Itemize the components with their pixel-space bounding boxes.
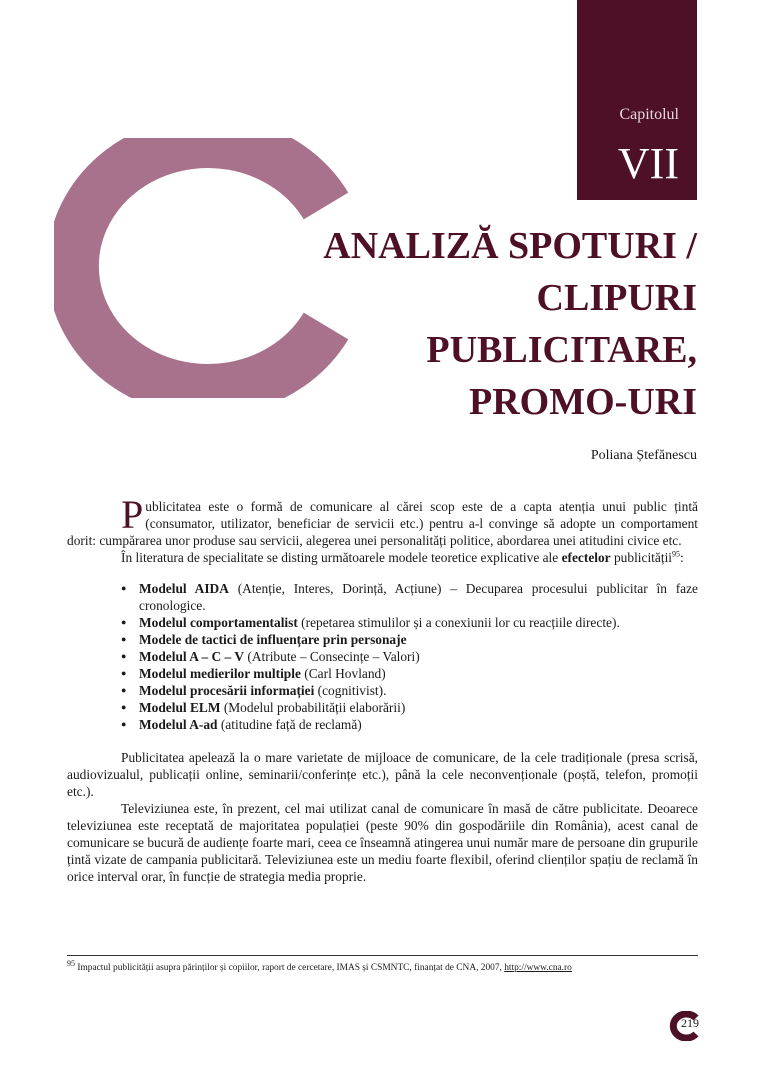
list-item — [139, 631, 698, 648]
list-item — [139, 699, 698, 716]
tv-paragraph: Televiziunea este, în prezent, cel mai utilizat canal de comunicare în masă de către publicitate. Deoarece televiziunea este receptată de majoritatea populației (peste 90% din gospodăriile din România), acest canal de comunicare se bucură de audiențe foarte mari, ceea ce înseamnă atingerea unui număr mare de persoane din grupurile țintă vizate de campania publicitară. Televiziunea este un mediu foarte flexibil, oferind clienților spațiu de reclamă în orice interval orar, în funcție de strategia media proprie. — [67, 801, 698, 884]
model-desc: (cognitivist). — [314, 683, 387, 698]
footnote-ref: 95 — [672, 549, 681, 559]
model-name: Modelul AIDA — [139, 581, 229, 596]
model-desc: (Carl Hovland) — [300, 666, 386, 681]
model-name: Modelul procesării informației — [139, 683, 315, 698]
title-line: ANALIZĂ SPOTURI / — [323, 225, 697, 267]
chapter-label: Capitolul — [619, 106, 679, 123]
page-number: 219 — [681, 1016, 699, 1030]
model-desc: (atitudine față de reclamă) — [217, 717, 362, 732]
model-desc: (Atenție, Interes, Dorință, Acțiune) – Decuparea procesului publicitar în faze cronologice. — [139, 581, 698, 613]
title-line: CLIPURI — [536, 277, 697, 319]
model-name: Modelul comportamentalist — [139, 615, 298, 630]
author-name: Poliana Ștefănescu — [590, 448, 697, 463]
footnote-text: Impactul publicității asupra părinților și copiilor, raport de cercetare, IMAS și CSMNTC, finanțat de CNA, 2007, — [75, 963, 505, 973]
literature-text-after: publicității — [610, 550, 673, 565]
literature-text: În literatura de specialitate se disting următoarele modele teoretice explicative ale — [121, 550, 562, 565]
list-item — [139, 682, 698, 699]
drop-cap: P — [121, 492, 144, 537]
models-list — [67, 580, 698, 733]
list-item — [139, 716, 698, 733]
model-name: Modelul A – C – V — [139, 649, 245, 664]
model-name: Modelul medierilor multiple — [139, 666, 301, 681]
body-text — [67, 492, 698, 885]
footnote-link[interactable]: http://www.cna.ro — [504, 963, 572, 973]
model-name: Modelul A-ad — [139, 717, 218, 732]
list-item — [139, 614, 698, 631]
chapter-title — [177, 220, 697, 428]
title-line: PUBLICITARE, — [426, 329, 697, 371]
model-desc: (repetarea stimulilor și a conexiunii lor cu reacțiile directe). — [297, 615, 620, 630]
chapter-box — [577, 0, 697, 200]
chapter-number: VII — [617, 139, 679, 188]
footnote-number: 95 — [67, 958, 75, 968]
list-item — [139, 665, 698, 682]
intro-paragraph — [67, 492, 698, 549]
means-paragraph: Publicitatea apelează la o mare varietate de mijloace de comunicare, de la cele tradiționale (presa scrisă, audiovizualul, publicații online, seminarii/conferințe etc.), până la cele neconvenționale (poștă, telefon, promoții etc.). — [67, 750, 698, 799]
model-desc: (Modelul probabilității elaborării) — [220, 700, 406, 715]
title-line: PROMO-URI — [469, 381, 697, 423]
literature-bold: efectelor — [561, 550, 611, 565]
list-item — [139, 580, 698, 614]
model-name: Modele de tactici de influențare prin personaje — [139, 632, 407, 647]
literature-end: : — [680, 550, 684, 565]
model-desc: (Atribute – Consecințe – Valori) — [244, 649, 420, 664]
literature-paragraph — [67, 549, 698, 566]
list-item — [139, 648, 698, 665]
model-name: Modelul ELM — [139, 700, 221, 715]
footnote — [67, 958, 707, 973]
footnote-divider — [67, 955, 698, 956]
intro-text: ublicitatea este o formă de comunicare al cărei scop este de a capta atenția unui public țintă (consumator, utilizator, beneficiar de servicii etc.) pentru a-l convinge să adopte un comportament dorit: cumpărarea unor produse sau servicii, alegerea unei personalități politice, abordarea unei atitudini civice etc. — [67, 499, 698, 548]
